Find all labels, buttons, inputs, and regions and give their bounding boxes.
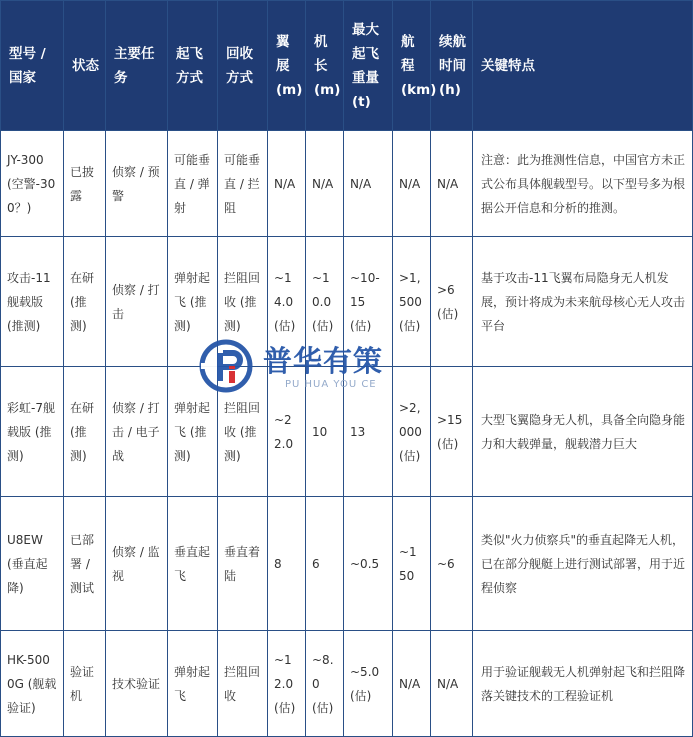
cell-takeoff: 弹射起飞 (推测) xyxy=(168,367,218,497)
header-model: 型号 / 国家 xyxy=(1,1,64,131)
header-status: 状态 xyxy=(64,1,106,131)
cell-recovery: 拦阻回收 (推测) xyxy=(218,367,268,497)
cell-status: 已部署 / 测试 xyxy=(64,497,106,631)
cell-takeoff: 垂直起飞 xyxy=(168,497,218,631)
cell-endurance: >15(估) xyxy=(431,367,473,497)
cell-wingspan: N/A xyxy=(268,131,306,237)
cell-model: HK-5000G (舰载验证) xyxy=(1,631,64,737)
brand-name: 普华有策 xyxy=(263,344,384,378)
cell-recovery: 可能垂直 / 拦阻 xyxy=(218,131,268,237)
cell-takeoff: 可能垂直 / 弹射 xyxy=(168,131,218,237)
table-row xyxy=(1,131,693,237)
cell-wingspan: 8 xyxy=(268,497,306,631)
cell-endurance: N/A xyxy=(431,631,473,737)
cell-range: N/A xyxy=(393,131,431,237)
cell-range: ~150 xyxy=(393,497,431,631)
cell-model: JY-300 (空警-300？) xyxy=(1,131,64,237)
cell-endurance: >6(估) xyxy=(431,237,473,367)
cell-features: 基于攻击-11飞翼布局隐身无人机发展，预计将成为未来航母核心无人攻击平台 xyxy=(473,237,693,367)
cell-recovery: 拦阻回收 xyxy=(218,631,268,737)
cell-recovery: 垂直着陆 xyxy=(218,497,268,631)
cell-mission: 技术验证 xyxy=(106,631,168,737)
cell-wingspan: ~22.0 xyxy=(268,367,306,497)
header-range: 航程(km) xyxy=(393,1,431,131)
cell-length: N/A xyxy=(306,131,344,237)
cell-takeoff: 弹射起飞 xyxy=(168,631,218,737)
cell-max-weight: N/A xyxy=(344,131,393,237)
cell-features: 类似"火力侦察兵"的垂直起降无人机，已在部分舰艇上进行测试部署，用于近程侦察 xyxy=(473,497,693,631)
cell-wingspan: ~12.0(估) xyxy=(268,631,306,737)
cell-range: N/A xyxy=(393,631,431,737)
cell-max-weight: ~5.0(估) xyxy=(344,631,393,737)
cell-max-weight: ~0.5 xyxy=(344,497,393,631)
cell-length: 6 xyxy=(306,497,344,631)
cell-wingspan: ~14.0(估) xyxy=(268,237,306,367)
cell-endurance: N/A xyxy=(431,131,473,237)
cell-mission: 侦察 / 监视 xyxy=(106,497,168,631)
cell-status: 验证机 xyxy=(64,631,106,737)
cell-length: 10 xyxy=(306,367,344,497)
header-recovery: 回收方式 xyxy=(218,1,268,131)
brand-subtitle: PU HUA YOU CE xyxy=(285,379,377,390)
cell-model: U8EW (垂直起降) xyxy=(1,497,64,631)
cell-max-weight: ~10-15(估) xyxy=(344,237,393,367)
cell-status: 已披露 xyxy=(64,131,106,237)
cell-range: >2,000(估) xyxy=(393,367,431,497)
cell-mission: 侦察 / 打击 / 电子战 xyxy=(106,367,168,497)
header-row xyxy=(1,1,693,131)
table-row xyxy=(1,631,693,737)
cell-model: 彩虹-7舰载版 (推测) xyxy=(1,367,64,497)
cell-features: 用于验证舰载无人机弹射起飞和拦阻降落关键技术的工程验证机 xyxy=(473,631,693,737)
cell-features: 注意：此为推测性信息，中国官方未正式公布具体舰载型号。以下型号多为根据公开信息和分析的推测。 xyxy=(473,131,693,237)
header-endurance: 续航时间(h) xyxy=(431,1,473,131)
header-takeoff: 起飞方式 xyxy=(168,1,218,131)
cell-takeoff: 弹射起飞 (推测) xyxy=(168,237,218,367)
cell-length: ~8.0(估) xyxy=(306,631,344,737)
header-length: 机长(m) xyxy=(306,1,344,131)
cell-length: ~10.0(估) xyxy=(306,237,344,367)
table-row xyxy=(1,237,693,367)
cell-recovery: 拦阻回收 (推测) xyxy=(218,237,268,367)
table-row xyxy=(1,497,693,631)
cell-features: 大型飞翼隐身无人机，具备全向隐身能力和大载弹量，舰载潜力巨大 xyxy=(473,367,693,497)
cell-mission: 侦察 / 预警 xyxy=(106,131,168,237)
cell-model: 攻击-11舰载版 (推测) xyxy=(1,237,64,367)
header-mission: 主要任务 xyxy=(106,1,168,131)
cell-range: >1,500(估) xyxy=(393,237,431,367)
header-wingspan: 翼展(m) xyxy=(268,1,306,131)
cell-endurance: ~6 xyxy=(431,497,473,631)
cell-mission: 侦察 / 打击 xyxy=(106,237,168,367)
cell-max-weight: 13 xyxy=(344,367,393,497)
cell-status: 在研 (推测) xyxy=(64,367,106,497)
table-row xyxy=(1,367,693,497)
cell-status: 在研 (推测) xyxy=(64,237,106,367)
header-features: 关键特点 xyxy=(473,1,693,131)
header-max-weight: 最大起飞重量(t) xyxy=(344,1,393,131)
